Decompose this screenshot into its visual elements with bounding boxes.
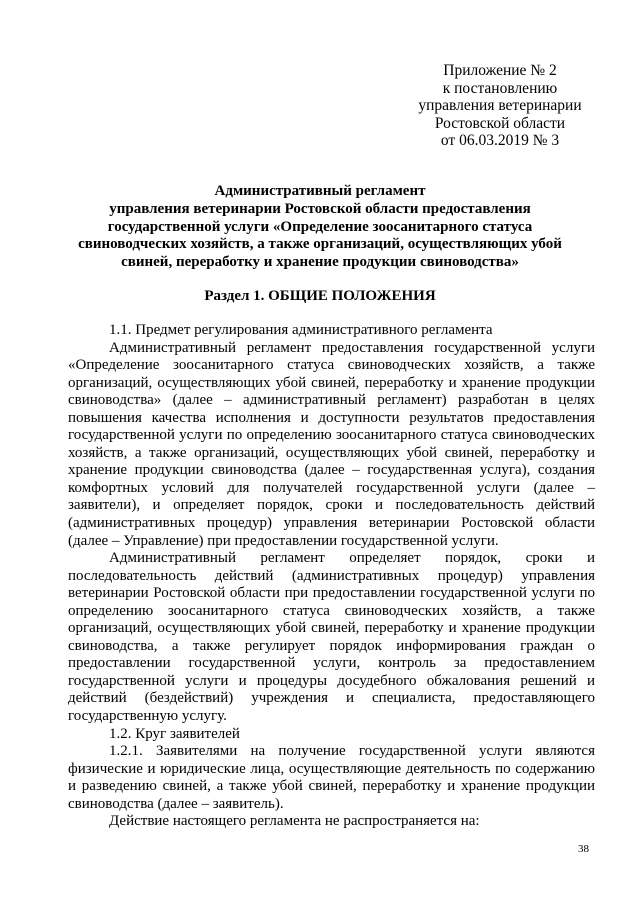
page-number: 38 bbox=[578, 843, 589, 855]
document-body bbox=[68, 322, 595, 831]
body-paragraph: 1.2.1. Заявителями на получение государственной услуги являются физические и юридические лица, осуществляющие деятельность по содержанию и разведению свиней, а также убой свиней, переработку и хранение продукции свиноводства (далее – заявитель). bbox=[68, 743, 595, 812]
subsection-heading: 1.1. Предмет регулирования административного регламента bbox=[109, 322, 493, 338]
appendix-line: от 06.03.2019 № 3 bbox=[440, 132, 560, 150]
title-line: управления ветеринарии Ростовской области предоставления bbox=[109, 200, 531, 217]
subsection-heading: 1.2. Круг заявителей bbox=[109, 725, 240, 742]
appendix-line: к постановлению bbox=[442, 79, 558, 97]
document-title bbox=[60, 183, 580, 272]
title-line: свиноводческих хозяйств, а также организаций, осуществляющих убой bbox=[78, 236, 562, 253]
appendix-header bbox=[400, 62, 600, 150]
appendix-line: Ростовской области bbox=[434, 114, 566, 132]
appendix-line: управления ветеринарии bbox=[418, 97, 582, 115]
body-paragraph: Действие настоящего регламента не распространяется на: bbox=[109, 813, 480, 830]
title-line: Административный регламент bbox=[214, 183, 426, 199]
appendix-line: Приложение № 2 bbox=[443, 62, 557, 79]
body-paragraph: Административный регламент определяет порядок, сроки и последовательность действий (административных процедур) управления ветеринарии Ростовской области при предоставлении государственной услуги по определению зоосанитарного статуса свиноводческих хозяйств, а также организаций, осуществляющих убой свиней, переработку и хранение продукции свиноводства, а также регулирует порядок информирования граждан о предоставлении государственной услуги, контроль за предоставлением государственной услуги и процедуры досудебного обжалования решений и действий (бездействий) учреждения и специалиста, предоставляющего государственную услугу. bbox=[68, 550, 595, 725]
section-heading: Раздел 1. ОБЩИЕ ПОЛОЖЕНИЯ bbox=[204, 288, 436, 304]
title-line: государственной услуги «Определение зоосанитарного статуса bbox=[107, 218, 533, 235]
body-paragraph: Административный регламент предоставления государственной услуги «Определение зоосанитарного статуса свиноводческих хозяйств, а также организаций, осуществляющих убой свиней, переработку и хранение продукции свиноводства» (далее – административный регламент) разработан в целях повышения качества исполнения и доступности результатов предоставления государственной услуги по определению зоосанитарного статуса свиноводческих хозяйств, а также организаций, осуществляющих убой свиней, переработку и хранение продукции свиноводства (далее – государственная услуга), создания комфортных условий для получателей государственной услуги (далее – заявители), и определяет порядок, сроки и последовательность действий (административных процедур) управления ветеринарии Ростовской области (далее – Управление) при предоставлении государственной услуги. bbox=[68, 339, 595, 549]
title-line: свиней, переработку и хранение продукции свиноводства» bbox=[121, 254, 519, 271]
